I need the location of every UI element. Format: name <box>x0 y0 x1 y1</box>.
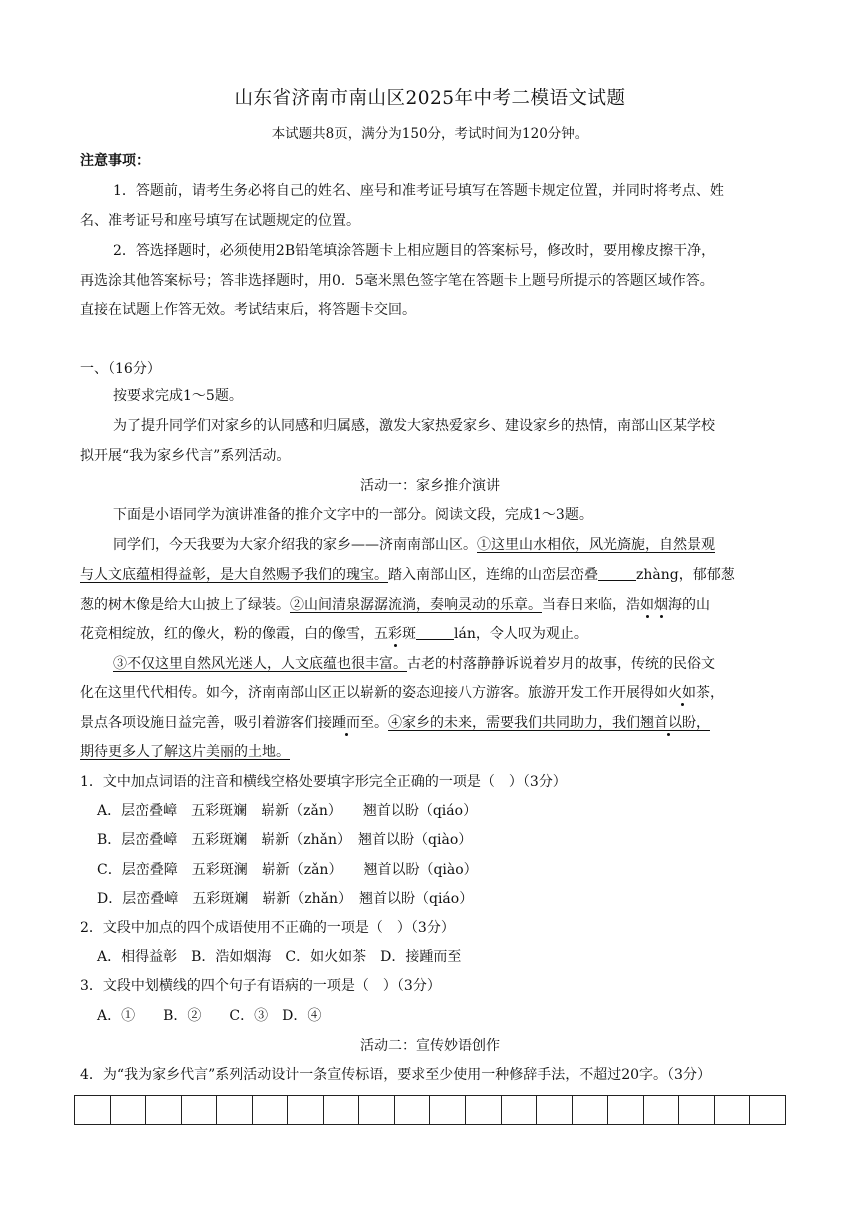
passage-text: 踏入南部山区，连绵的山峦层峦叠 <box>388 567 598 583</box>
passage-text: 古老的村落静静诉说着岁月的故事，传统的民俗文 <box>407 656 715 672</box>
answer-cell[interactable] <box>750 1096 785 1124</box>
answer-cell[interactable] <box>288 1096 324 1124</box>
passage-text: 花竞相绽放，红的像火，粉的像霞，白的像雪， <box>80 626 374 642</box>
fill-blank <box>598 566 636 581</box>
answer-cell[interactable] <box>715 1096 751 1124</box>
passage-line-5 <box>113 654 715 674</box>
passage-text: 葱的树木像是给大山披上了绿装。 <box>80 597 290 613</box>
answer-cell[interactable] <box>182 1096 218 1124</box>
answer-cell[interactable] <box>430 1096 466 1124</box>
question-1-option-c: C．层峦叠障 五彩斑澜 崭新（zǎn） 翘首以盼（qiào） <box>97 862 478 878</box>
section-instruction: 按要求完成1～5题。 <box>113 388 243 404</box>
activity-one-intro: 下面是小语同学为演讲准备的推介文字中的一部分。阅读文段，完成1～3题。 <box>113 507 593 523</box>
answer-cell[interactable] <box>679 1096 715 1124</box>
question-1-option-d: D．层峦叠嶂 五彩斑斓 崭新（zhǎn） 翘首以盼（qiáo） <box>97 891 474 907</box>
dotted-char: 如 <box>640 597 654 613</box>
sentence-4-part-1: ④家乡的未来，需要我们共同助力，我们 <box>388 715 640 731</box>
sentence-4-part-2: 期待更多人了解这片美丽的土地。 <box>80 744 290 760</box>
passage-text: ， <box>710 685 724 701</box>
passage-line-6 <box>80 683 724 703</box>
question-2-stem: 2．文段中加点的四个成语使用不正确的一项是（ ）（3分） <box>80 920 455 936</box>
answer-cell[interactable] <box>359 1096 395 1124</box>
sentence-1-part-2: 与人文底蕴相得益彰，是大自然赐予我们的瑰宝。 <box>80 567 388 583</box>
answer-cell[interactable] <box>146 1096 182 1124</box>
section-heading: 一、（16分） <box>80 361 161 377</box>
question-1-stem: 1．文中加点词语的注音和横线空格处要填字形完全正确的一项是（ ）（3分） <box>80 774 567 790</box>
answer-cell[interactable] <box>466 1096 502 1124</box>
answer-cell[interactable] <box>111 1096 147 1124</box>
passage-text: 。 <box>374 715 388 731</box>
question-1-option-a: A．层峦叠嶂 五彩斑斓 崭新（zǎn） 翘首以盼（qiáo） <box>97 803 478 819</box>
sentence-2: ②山间清泉潺潺流淌，奏响灵动的乐章。 <box>290 597 542 613</box>
notice-line-1: 1．答题前，请考生务必将自己的姓名、座号和准考证号填写在答题卡规定位置，并同时将考点、姓 <box>113 183 724 199</box>
answer-cell[interactable] <box>395 1096 431 1124</box>
passage-text: 景点各项设施日益完善，吸引着游客们 <box>80 715 318 731</box>
notice-heading: 注意事项： <box>80 153 150 169</box>
answer-cell[interactable] <box>502 1096 538 1124</box>
question-3-stem: 3．文段中划横线的四个句子有语病的一项是（ ）（3分） <box>80 978 441 994</box>
answer-cell[interactable] <box>537 1096 573 1124</box>
question-2-options: A．相得益彰 B．浩如烟海 C．如火如茶 D．接踵而至 <box>97 949 462 965</box>
pinyin-hint: zhàng，郁郁葱 <box>636 567 735 583</box>
dotted-idiom: 如火如茶 <box>654 685 710 701</box>
passage-line-4 <box>80 624 588 644</box>
passage-text: 化在这里代代相传。如今，济南南部山区正以崭新的姿态迎接八方游客。旅游开发工作开展得 <box>80 685 654 701</box>
background-line-1: 为了提升同学们对家乡的认同感和归属感，激发大家热爱家乡、建设家乡的热情，南部山区某学校 <box>113 418 715 434</box>
answer-cell[interactable] <box>75 1096 111 1124</box>
dotted-word: 五彩斑 <box>374 626 416 642</box>
question-4-stem: 4．为“我为家乡代言”系列活动设计一条宣传标语，要求至少使用一种修辞手法，不超过20字。（3分） <box>80 1067 711 1083</box>
passage-line-7 <box>80 713 710 733</box>
sentence-1-part-1: ①这里山水相依，风光旖旎，自然景观 <box>477 537 715 553</box>
activity-two-title: 活动二：宣传妙语创作 <box>360 1038 500 1054</box>
passage-line-8 <box>80 742 290 762</box>
page-title: 山东省济南市南山区2025年中考二模语文试题 <box>234 88 626 109</box>
answer-cell[interactable] <box>253 1096 289 1124</box>
notice-line-4: 再选涂其他答案标号；答非选择题时，用0．5毫米黑色签字笔在答题卡上题号所提示的答题区域作答。 <box>80 273 714 289</box>
answer-grid[interactable] <box>74 1095 786 1125</box>
dotted-char: 烟 <box>654 597 668 613</box>
pinyin-hint: lán，令人叹为观止。 <box>454 626 588 642</box>
answer-cell[interactable] <box>324 1096 360 1124</box>
question-3-options: A．① B．② C．③ D．④ <box>97 1008 322 1024</box>
notice-line-3: 2．答选择题时，必须使用2B铅笔填涂答题卡上相应题目的答案标号，修改时，要用橡皮擦干净， <box>113 243 716 259</box>
passage-text: 海的山 <box>668 597 710 613</box>
answer-cell[interactable] <box>217 1096 253 1124</box>
sentence-4-comma: ， <box>696 715 710 731</box>
answer-cell[interactable] <box>573 1096 609 1124</box>
passage-line-2 <box>80 565 735 585</box>
activity-one-title: 活动一：家乡推介演讲 <box>360 478 500 494</box>
exam-info: 本试题共8页，满分为150分，考试时间为120分钟。 <box>271 126 589 142</box>
fill-blank <box>416 625 454 640</box>
question-1-option-b: B．层峦叠嶂 五彩斑斓 崭新（zhǎn） 翘首以盼（qiào） <box>97 832 473 848</box>
dotted-idiom: 翘首以盼 <box>640 715 696 731</box>
answer-cell[interactable] <box>644 1096 680 1124</box>
answer-cell[interactable] <box>608 1096 644 1124</box>
passage-line-3 <box>80 595 710 615</box>
dotted-idiom: 接踵而至 <box>318 715 374 731</box>
background-line-2: 拟开展“我为家乡代言”系列活动。 <box>80 448 291 464</box>
notice-line-5: 直接在试题上作答无效。考试结束后，将答题卡交回。 <box>80 302 416 318</box>
notice-line-2: 名、准考证号和座号填写在试题规定的位置。 <box>80 213 360 229</box>
passage-text: 当春日来临，浩 <box>542 597 640 613</box>
sentence-3: ③不仅这里自然风光迷人，人文底蕴也很丰富。 <box>113 656 407 672</box>
passage-text: 同学们，今天我要为大家介绍我的家乡——济南南部山区。 <box>113 537 477 553</box>
passage-line-1 <box>113 535 715 555</box>
